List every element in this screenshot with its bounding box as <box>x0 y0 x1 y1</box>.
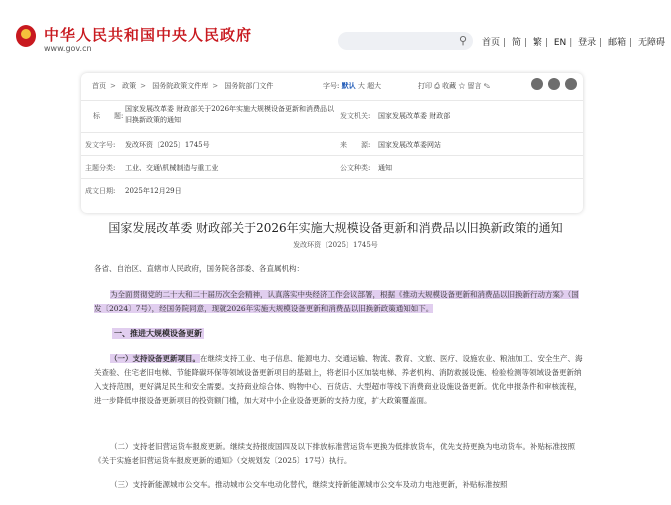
document-info-card <box>81 73 583 213</box>
meta-title-value: 国家发展改革委 财政部关于2026年实施大规模设备更新和消费品以旧换新政策的通知 <box>125 105 335 124</box>
article-paragraph-1-lead: （一）支持设备更新项目。 <box>110 354 200 363</box>
meta-table <box>81 100 583 201</box>
meta-type-label: 公文种类: <box>340 164 371 172</box>
nav-traditional[interactable]: 繁 <box>532 38 542 48</box>
meta-title-label: 标 题: <box>93 112 124 120</box>
section-heading-1: 一、推进大规模设备更新 <box>114 328 202 338</box>
meta-row-date <box>81 178 583 201</box>
print-button[interactable]: 打印 <box>418 82 432 90</box>
font-large-button[interactable]: 大 <box>357 82 365 90</box>
article-doc-number: 发改环资〔2025〕1745号 <box>293 241 378 249</box>
search-icon[interactable]: ⚲ <box>458 34 467 47</box>
wechat-icon[interactable] <box>548 78 560 90</box>
meta-type-value: 通知 <box>378 164 392 172</box>
meta-source-label: 来 源: <box>340 141 371 149</box>
meta-org-value: 国家发展改革委 财政部 <box>378 112 451 120</box>
site-title[interactable]: 中华人民共和国中央人民政府 <box>44 26 253 44</box>
pen-icon[interactable]: ✎ <box>483 82 491 90</box>
meta-topic-value: 工业、交通\机械制造与重工业 <box>125 164 219 172</box>
breadcrumb-home[interactable]: 首页 <box>92 82 106 90</box>
article-salutation: 各省、自治区、直辖市人民政府，国务院各部委、各直属机构： <box>94 264 304 273</box>
national-emblem-icon[interactable] <box>16 25 36 47</box>
meta-row-docno <box>81 132 583 155</box>
meta-docno-label: 发文字号: <box>85 141 116 149</box>
article-title: 国家发展改革委 财政部关于2026年实施大规模设备更新和消费品以旧换新政策的通知 <box>108 221 563 235</box>
article-paragraph-1-text: 在继续支持工业、电子信息、能源电力、交通运输、物流、教育、文旅、医疗、设施农业、粮油加工、安全生产、海关查验、住宅老旧电梯、节能降碳环保等领域设备更新项目的基础上，将老旧小区加装电梯、养老机构、消防救援设施、检验检测等领域设备更新纳入支持范围，更好满足民生和安全需要。支持商业综合体、购物中心、百货店、大型超市等线下消费商业设施设备更新。优化申报条件和审核流程，进一步降低申报设备更新项目的投资额门槛，加大对中小企业设备更新的支持力度，扩大政策覆盖面。 <box>94 354 583 405</box>
weibo-icon[interactable] <box>531 78 543 90</box>
nav-english[interactable]: EN <box>553 38 567 48</box>
favorite-button[interactable]: 收藏 <box>442 82 457 90</box>
meta-source-value: 国家发展改革委网站 <box>378 141 441 149</box>
site-url: www.gov.cn <box>44 44 92 53</box>
meta-date-label: 成文日期: <box>85 187 116 195</box>
share-icons <box>531 78 580 90</box>
comment-button[interactable]: 留言 <box>467 82 482 90</box>
font-size-control <box>323 81 381 91</box>
nav-login[interactable]: 登录 <box>578 38 597 48</box>
toolbar <box>81 73 583 97</box>
meta-row-topic <box>81 155 583 178</box>
breadcrumb-library[interactable]: 国务院政策文件库 <box>152 82 209 90</box>
site-header <box>0 0 671 62</box>
font-size-label: 字号: <box>323 82 340 90</box>
article-paragraph-3: （三）支持新能源城市公交车。推动城市公交车电动化替代，继续支持新能源城市公交车及动力电池更新，补贴标准按照 <box>110 480 508 489</box>
article-intro-text: 为全面贯彻党的二十大和二十届历次全会精神，认真落实中央经济工作会议部署，根据《推动大规模设备更新和消费品以旧换新行动方案》（国发〔2024〕7号），经国务院同意，现就2026年实施大规模设备更新和消费品以旧换新政策通知如下。 <box>94 290 579 313</box>
search-input[interactable] <box>338 32 473 50</box>
nav-mail[interactable]: 邮箱 <box>608 38 627 48</box>
breadcrumb: 首页 > 政策 > 国务院政策文件库 > 国务院部门文件 <box>92 82 274 90</box>
star-icon[interactable]: ☆ <box>458 82 466 90</box>
meta-docno-value: 发改环资〔2025〕1745号 <box>125 141 210 149</box>
qq-icon[interactable] <box>565 78 577 90</box>
breadcrumb-policy[interactable]: 政策 <box>122 82 137 90</box>
nav-simplified[interactable]: 简 <box>511 38 521 48</box>
meta-topic-label: 主题分类: <box>85 164 116 172</box>
font-default-button[interactable]: 默认 <box>341 81 356 90</box>
meta-date-value: 2025年12月29日 <box>125 187 182 195</box>
article-intro <box>94 288 584 316</box>
meta-row-title <box>81 100 583 132</box>
meta-org-label: 发文机关: <box>340 112 371 120</box>
top-nav: 首页 | 简 | 繁 | EN | 登录 | 邮箱 | 无障碍 <box>482 38 666 48</box>
font-xlarge-button[interactable]: 超大 <box>367 82 382 90</box>
breadcrumb-dept-docs[interactable]: 国务院部门文件 <box>224 82 274 90</box>
print-icon[interactable]: ⎙ <box>434 82 440 90</box>
action-links <box>418 81 490 91</box>
nav-accessibility[interactable]: 无障碍 <box>638 38 666 48</box>
article-paragraph-1 <box>94 352 584 408</box>
nav-home[interactable]: 首页 <box>482 38 501 48</box>
article-paragraph-2: （二）支持老旧营运货车报废更新。继续支持报废国四及以下排放标准营运货车更换为低排放货车，优先支持更换为电动货车。补贴标准按照《关于实施老旧营运货车报废更新的通知》（交规划发〔2025〕17号）执行。 <box>94 442 575 465</box>
